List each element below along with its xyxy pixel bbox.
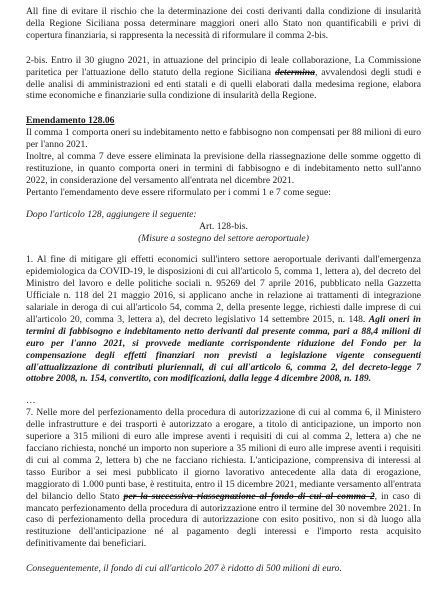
comma-2bis-text-b: , avvalendosi degli studi e delle analisi di amministrazioni ed enti statali e di quelli elaborati dalla medesima regione, elabora stime economiche e finanziarie sulla condizione di insularità della Regione. [26, 66, 421, 102]
article-title: Art. 128-bis. [199, 220, 248, 232]
reformulation-paragraph: Pertanto l'emendamento deve essere riformulato per i commi 1 e 7 come segue: [26, 186, 331, 198]
comma-1-bold-text: Agli oneri in termini di fabbisogno e indebitamento netto derivanti dal presente comma, pari a 88,4 milioni di euro per l'anno 2021, si provvede mediante corrispondente riduzione del Fondo per la compensazione degli effetti finanziari non previsti a legislazione vigente conseguenti all'attualizzazione di contributi pluriennali, di cui all'articolo 6, comma 2, del decreto-legge 7 ottobre 2008, n. 154, convertito, con modificazioni, dalla legge 4 dicembre 2008, n. 189. [26, 313, 421, 385]
intro-text: All fine di evitare il rischio che la determinazione dei costi derivanti dalla condizione di insularità della Regione Siciliana possa determinare maggiori oneri allo Stato non quantificabili e privi di copertura finanziaria, si rappresenta la necessità di riformulare il comma 2-bis. [26, 6, 421, 41]
comma7-paragraph: Inoltre, al comma 7 deve essere eliminata la previsione della riassegnazione delle somme oggetto di restituzione, in quanto comporta oneri in termini di fabbisogno e di indebitamento netto sull'anno 2022, in considerazione del versamento all'entrata nel dicembre 2021. [26, 151, 421, 186]
comma-1-paragraph [26, 254, 421, 385]
add-article-instruction: Dopo l'articolo 128, aggiungere il seguente: [26, 208, 197, 220]
struck-phrase: per la successiva riassegnazione al fondo di cui al comma 2 [123, 490, 375, 502]
amendment-heading: Emendamento 128.06 [26, 115, 115, 127]
struck-word: determina [274, 66, 315, 78]
cost-paragraph: Il comma 1 comporta oneri su indebitamento netto e fabbisogno non compensati per 88 milioni di euro per l'anno 2021. [26, 127, 421, 151]
intro-paragraph [26, 6, 421, 42]
conclusion-paragraph: Conseguentemente, il fondo di cui all'articolo 207 è ridotto di 500 milioni di euro. [26, 563, 342, 575]
comma-7-text-b: , in caso di mancato perfezionamento della procedura di autorizzazione entro il termine del 30 novembre 2021. In caso di perfezionamento della procedura di autorizzazione con esito positivo, non si dà luogo alla restituzione dell'anticipazione né al pagamento degli interessi e l'importo resta acquisito definitivamente dai beneficiari. [26, 490, 421, 550]
comma-1-text: 1. Al fine di mitigare gli effetti economici sull'intero settore aeroportuale derivanti dall'emergenza epidemiologica da COVID-19, le disposizioni di cui all'articolo 5, comma 1, lettera a), del decreto del Ministro del lavoro e delle politiche sociali n. 95269 del 7 aprile 2016, pubblicato nella Gazzetta Ufficiale n. 118 del 21 maggio 2016, si applicano anche in relazione ai trattamenti di integrazione salariale in deroga di cui all'articolo 54, comma 2, della presente legge, richiesti dalle imprese di cui all'articolo 20, comma 3, lettera a), del decreto legislativo 14 settembre 2015, n. 148. [26, 254, 421, 325]
comma-7-text-a: 7. Nelle more del perfezionamento della procedura di autorizzazione di cui al comma 6, il Ministero delle infrastrutture e dei trasporti è autorizzato a erogare, a titolo di anticipazione, un importo non superiore a 315 milioni di euro alle imprese aventi i requisiti di cui al comma 2, lettera a) che ne facciano richiesta, nonché un importo non superiore a 35 milioni di euro alle imprese aventi i requisiti di cui al comma 2, lettera b) che ne facciano richiesta. L'anticipazione, comprensiva di interessi al tasso Euribor a sei mesi pubblicato il giorno lavorativo antecedente alla data di erogazione, maggiorato di 1.000 punti base, è restituita, entro il 15 dicembre 2021, mediante versamento all'entrata del bilancio dello Stato [26, 407, 421, 502]
comma-7-paragraph [26, 407, 421, 550]
comma-2bis-text-a: 2-bis. Entro il 30 giugno 2021, in attuazione del principio di leale collaborazione, La Commissione paritetica per l'attuazione dello statuto della regione Siciliana [26, 54, 421, 78]
article-subtitle: (Misure a sostegno del settore aeroportuale) [138, 232, 309, 244]
comma-2bis-paragraph [26, 55, 421, 103]
document-page [26, 6, 421, 575]
ellipsis: … [26, 395, 36, 407]
